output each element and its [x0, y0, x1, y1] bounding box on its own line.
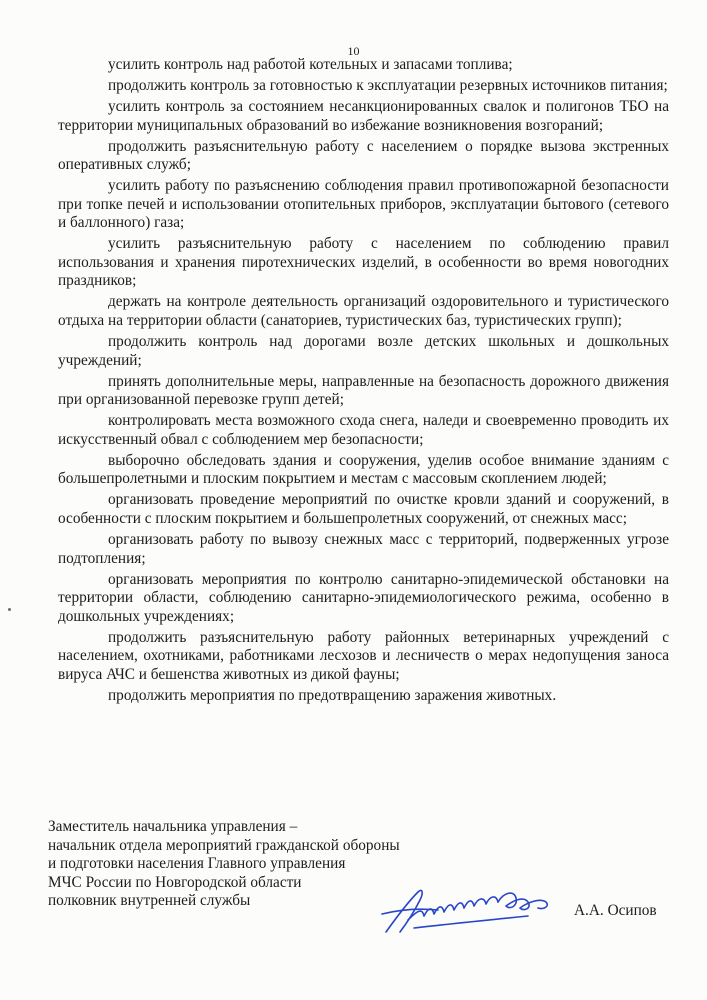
signature-block	[48, 818, 400, 911]
list-item: продолжить разъяснительную работу районных ветеринарных учреждений с населением, охотниками, работниками лесхозов и лесничеств о мерах недопущения заноса вируса АЧС и бешенства животных из дикой фауны;	[58, 628, 669, 683]
signer-name: А.А. Осипов	[574, 902, 657, 919]
page-number: 10	[347, 44, 360, 58]
list-item: продолжить контроль за готовностью к эксплуатации резервных источников питания;	[108, 76, 668, 94]
list-item: усилить разъяснительную работу с населением по соблюдению правил использования и хранения пиротехнических изделий, в особенности во время новогодних праздников;	[58, 235, 669, 290]
signer-rank-line: полковник внутренней службы	[48, 892, 251, 910]
scan-speck	[8, 608, 11, 611]
signer-position-line: Заместитель начальника управления –	[48, 818, 298, 835]
signer-position-line: МЧС России по Новгородской области	[48, 873, 302, 891]
list-item: организовать проведение мероприятий по очистке кровли зданий и сооружений, в особенности с плоским покрытием и большепролетных сооружений, от снежных масс;	[58, 491, 669, 527]
list-item: продолжить контроль над дорогами возле детских школьных и дошкольных учреждений;	[58, 333, 669, 369]
list-item: контролировать места возможного схода снега, наледи и своевременно проводить их искусственный обвал с соблюдением мер безопасности;	[58, 412, 669, 448]
list-item: организовать работу по вывозу снежных масс с территорий, подверженных угрозе подтопления;	[58, 530, 669, 567]
list-item: организовать мероприятия по контролю санитарно-эпидемической обстановки на территории области, соблюдению санитарно-эпидемиологического режима, особенно в дошкольных учреждениях;	[58, 570, 669, 625]
list-item: принять дополнительные меры, направленные на безопасность дорожного движения при организованной перевозке групп детей;	[58, 372, 669, 409]
signer-position-line: и подготовки населения Главного управления	[48, 855, 346, 873]
list-item: выборочно обследовать здания и сооружения, уделив особое внимание зданиям с большепролетными и плоским покрытием и местам с массовым скоплением людей;	[58, 451, 669, 488]
signer-position-line: начальник отдела мероприятий гражданской обороны	[48, 836, 400, 854]
handwritten-signature	[378, 880, 563, 940]
list-item: держать на контроле деятельность организаций оздоровительного и туристического отдыха на территории области (санаториев, туристических баз, туристических групп);	[58, 293, 669, 330]
list-item: усилить работу по разъяснению соблюдения правил противопожарной безопасности при топке печей и использовании отопительных приборов, эксплуатации бытового (сетевого и баллонного) газа;	[58, 177, 669, 232]
list-item: усилить контроль за состоянием несанкционированных свалок и полигонов ТБО на территории муниципальных образований во избежание возникновения возгораний;	[58, 97, 669, 134]
list-item: усилить контроль над работой котельных и запасами топлива;	[108, 56, 513, 73]
list-item: продолжить разъяснительную работу с населением о порядке вызова экстренных оперативных служб;	[58, 137, 669, 174]
measures-list	[58, 56, 669, 708]
list-item: продолжить мероприятия по предотвращению заражения животных.	[108, 686, 557, 704]
